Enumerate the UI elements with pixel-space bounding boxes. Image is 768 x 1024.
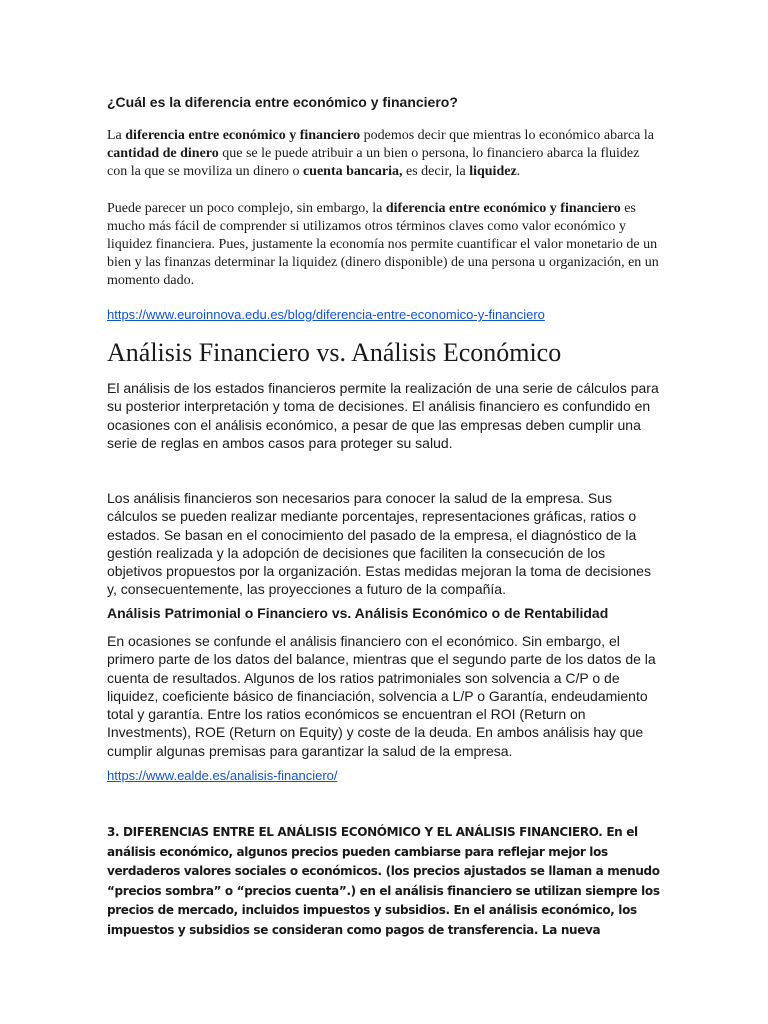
question-heading: ¿Cuál es la diferencia entre económico y financiero? <box>107 94 458 110</box>
text-run: podemos decir que mientras lo económico abarca la <box>360 128 654 143</box>
text-run: es decir, la <box>402 164 470 179</box>
text-run: . <box>516 164 521 179</box>
euroinnova-source-link[interactable]: https://www.euroinnova.edu.es/blog/diferencia-entre-economico-y-financiero <box>107 307 545 322</box>
bold-text-run: cantidad de dinero <box>107 146 219 161</box>
ratios-paragraph: En ocasiones se confunde el análisis financiero con el económico. Sin embargo, el primero parte de los datos del balance, mientras que el segundo parte de los datos de la cuenta de resultados. Algunos de los ratios patrimoniales son solvencia a C/P o de liquidez, coeficiente básico de financiación, solvencia a L/P o Garantía, endeudamiento total y garantía. Entre los ratios económicos se encuentran el ROI (Return on Investments), ROE (Return on Equity) y coste de la deuda. En ambos análisis hay que cumplir algunas premisas para garantizar la salud de la empresa. <box>107 633 656 759</box>
text-run: que se le puede atribuir a un bien o persona, lo financiero abarca la fluidez con la que se moviliza un dinero o <box>107 146 640 179</box>
explanation-paragraph <box>107 200 663 290</box>
bold-text-run: diferencia entre económico y financiero <box>125 128 361 143</box>
analysis-intro-paragraph: El análisis de los estados financieros permite la realización de una serie de cálculos para su posterior interpretación y toma de decisiones. El análisis financiero es confundido en ocasiones con el análisis económico, a pesar de que las empresas deben cumplir una serie de reglas en ambos casos para proteger su salud. <box>107 380 659 451</box>
definition-paragraph <box>107 127 663 181</box>
patrimonial-subheading: Análisis Patrimonial o Financiero vs. Análisis Económico o de Rentabilidad <box>107 605 609 621</box>
text-run: Puede parecer un poco complejo, sin embargo, la <box>107 201 386 216</box>
differences-paragraph: 3. DIFERENCIAS ENTRE EL ANÁLISIS ECONÓMICO Y EL ANÁLISIS FINANCIERO. En el análisis económico, algunos precios pueden cambiarse para reflejar mejor los verdaderos valores sociales o económicos. (los precios ajustados se llaman a menudo “precios sombra” o “precios cuenta”.) en el análisis financiero se utilizan siempre los precios de mercado, incluidos impuestos y subsidios. En el análisis económico, los impuestos y subsidios se consideran como pagos de transferencia. La nueva <box>107 825 660 937</box>
bold-text-run: cuenta bancaria, <box>302 164 403 179</box>
ealde-source-link[interactable]: https://www.ealde.es/analisis-financiero/ <box>107 768 338 783</box>
financial-analysis-paragraph: Los análisis financieros son necesarios para conocer la salud de la empresa. Sus cálculos se pueden realizar mediante porcentajes, representaciones gráficas, ratios o estados. Se basan en el conocimiento del pasado de la empresa, el diagnóstico de la gestión realizada y la adopción de decisiones que faciliten la consecución de los objetivos propuestos por la organización. Estas medidas mejoran la toma de decisiones y, consecuentemente, las proyecciones a futuro de la compañía. <box>107 490 651 598</box>
analysis-heading: Análisis Financiero vs. Análisis Económico <box>107 338 562 367</box>
bold-text-run: liquidez <box>469 164 517 179</box>
bold-text-run: diferencia entre económico y financiero <box>385 201 621 216</box>
text-run: La <box>107 128 126 143</box>
text-run: es mucho más fácil de comprender si utilizamos otros términos claves como valor económico y liquidez financiera. Pues, justamente la economía nos permite cuantificar el valor monetario de un bien y las finanzas determinar la liquidez (dinero disponible) de una persona u organización, en un momento dado. <box>107 201 659 288</box>
